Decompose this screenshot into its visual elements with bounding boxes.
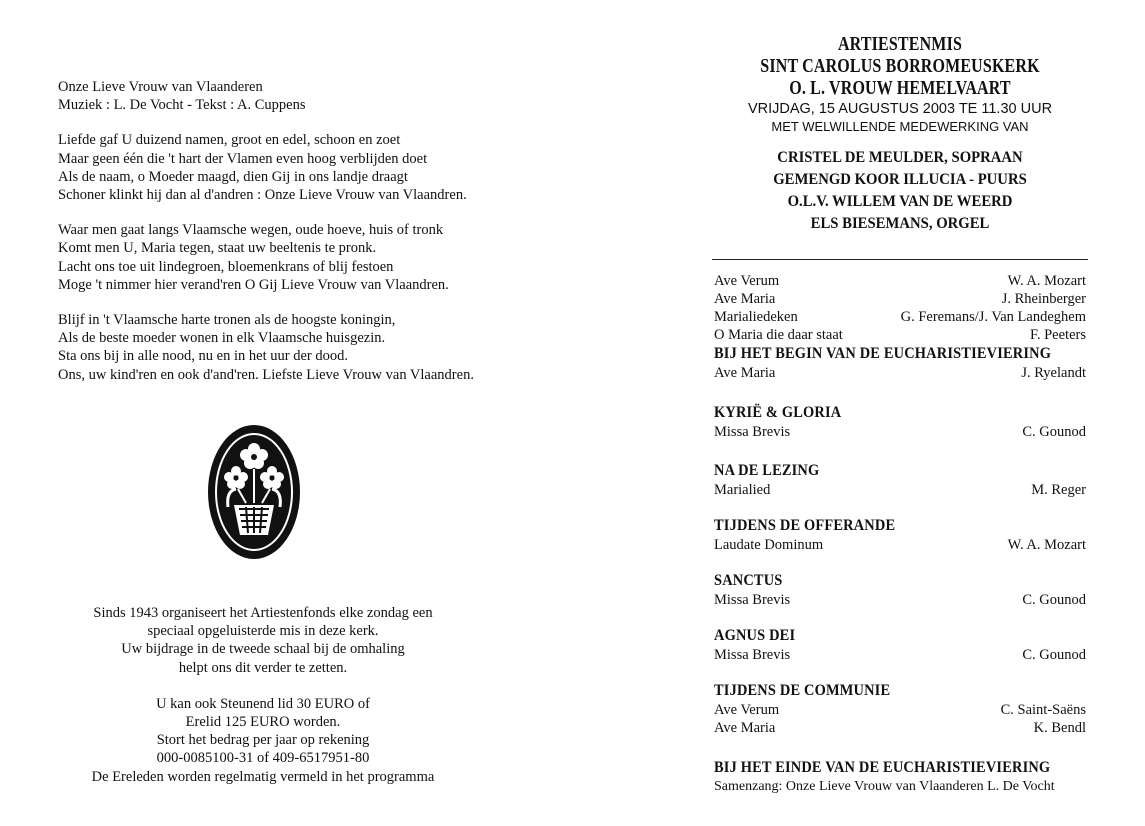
section-title: BIJ HET BEGIN VAN DE EUCHARISTIEVIERING [714, 345, 1052, 362]
section-communie [714, 680, 1086, 737]
fund-notice [48, 604, 478, 786]
section-title: AGNUS DEI [714, 627, 796, 644]
section-opening [714, 343, 1086, 382]
program-row [714, 719, 1086, 737]
section-title: NA DE LEZING [714, 462, 820, 479]
composer: C. Gounod [1022, 592, 1086, 608]
verse-1 [58, 131, 578, 204]
program-row [714, 481, 1086, 499]
section-agnus-dei [714, 625, 1086, 664]
section-offerande [714, 515, 1086, 554]
composer: M. Reger [1031, 482, 1086, 498]
performer: ELS BIESEMANS, ORGEL [810, 215, 990, 232]
song-title: Onze Lieve Vrouw van Vlaanderen [58, 79, 263, 95]
piece-title: Missa Brevis [714, 647, 791, 663]
program-row [714, 308, 1086, 326]
notice-line: U kan ook Steunend lid 30 EURO of [156, 695, 370, 712]
program-row [714, 272, 1086, 290]
program-row [714, 423, 1086, 441]
composer: F. Peeters [1029, 327, 1086, 343]
event-date: VRIJDAG, 15 AUGUSTUS 2003 TE 11.30 UUR [747, 101, 1053, 117]
piece-title: Marialiedeken [714, 309, 798, 325]
performer: CRISTEL DE MEULDER, SOPRAAN [777, 149, 1023, 166]
verse-line: Ons, uw kind'ren en ook d'and'ren. Liefste Lieve Vrouw van Vlaandren. [58, 366, 474, 383]
composer: G. Feremans/J. Van Landeghem [900, 309, 1086, 325]
piece-title: Ave Maria [714, 720, 776, 736]
composer: C. Gounod [1022, 424, 1086, 440]
verse-line: Als de naam, o Moeder maagd, dien Gij in ons landje draagt [58, 168, 408, 185]
program-row [714, 290, 1086, 308]
verse-line: Als de beste moeder wonen in elk Vlaamsche huisgezin. [58, 330, 386, 347]
event-title: ARTIESTENMIS [837, 34, 963, 55]
left-page [58, 78, 578, 384]
verse-3 [58, 311, 578, 384]
piece-title: O Maria die daar staat [714, 327, 843, 343]
section-title: TIJDENS DE OFFERANDE [714, 517, 896, 534]
closing-hymn: Samenzang: Onze Lieve Vrouw van Vlaanderen L. De Vocht [714, 779, 1055, 794]
divider [712, 259, 1088, 260]
notice-line: 000-0085100-31 of 409-6517951-80 [156, 750, 370, 767]
composer: K. Bendl [1033, 720, 1086, 736]
program-row [714, 701, 1086, 719]
piece-title: Marialied [714, 482, 771, 498]
notice-line: helpt ons dit verder te zetten. [178, 659, 348, 676]
notice-line: Uw bijdrage in de tweede schaal bij de omhaling [121, 641, 405, 658]
performer: GEMENGD KOOR ILLUCIA - PUURS [773, 171, 1027, 188]
composer: J. Ryelandt [1021, 365, 1086, 381]
right-page-header [712, 34, 1088, 235]
section-kyrie [714, 402, 1086, 441]
piece-title: Ave Verum [714, 702, 780, 718]
composer: C. Saint-Saëns [1000, 702, 1086, 718]
notice-line: Sinds 1943 organiseert het Artiestenfonds elke zondag een [93, 605, 433, 621]
spacer [48, 677, 478, 695]
piece-title: Laudate Dominum [714, 537, 824, 553]
section-title: KYRIË & GLORIA [714, 404, 842, 421]
verse-line: Liefde gaf U duizend namen, groot en edel, schoon en zoet [58, 132, 401, 149]
section-closing [714, 757, 1086, 796]
piece-title: Ave Maria [714, 291, 776, 307]
piece-title: Ave Verum [714, 273, 780, 289]
flower-basket-emblem-icon [206, 423, 302, 566]
section-title: TIJDENS DE COMMUNIE [714, 682, 891, 699]
church-name: SINT CAROLUS BORROMEUSKERK [760, 56, 1040, 77]
section-title: SANCTUS [714, 572, 783, 589]
verse-line: Lacht ons toe uit lindegroen, bloemenkrans of blij festoen [58, 258, 394, 275]
program-row [714, 591, 1086, 609]
song-intro [58, 78, 578, 114]
program-row [714, 326, 1086, 344]
notice-line: De Ereleden worden regelmatig vermeld in het programma [91, 768, 435, 785]
composer: W. A. Mozart [1007, 537, 1086, 553]
verse-2 [58, 221, 578, 294]
piece-title: Missa Brevis [714, 424, 791, 440]
notice-line: Stort het bedrag per jaar op rekening [156, 732, 370, 749]
verse-line: Sta ons bij in alle nood, nu en in het uur der dood. [58, 348, 348, 365]
composer: J. Rheinberger [1001, 291, 1086, 307]
performers [712, 147, 1088, 235]
section-lezing [714, 460, 1086, 499]
notice-line: speciaal opgeluisterde mis in deze kerk. [147, 623, 379, 640]
verse-line: Blijf in 't Vlaamsche harte tronen als de hoogste koningin, [58, 312, 396, 329]
verse-line: Moge 't nimmer hier verand'ren O Gij Lieve Vrouw van Vlaandren. [58, 276, 449, 293]
song-credits: Muziek : L. De Vocht - Tekst : A. Cuppens [58, 97, 306, 114]
section-title: BIJ HET EINDE VAN DE EUCHARISTIEVIERING [714, 759, 1051, 776]
verse-line: Maar geen één die 't hart der Vlamen even hoog verblijden doet [58, 150, 428, 167]
prelude-list [714, 272, 1086, 344]
verse-line: Waar men gaat langs Vlaamsche wegen, oude hoeve, huis of tronk [58, 222, 444, 239]
piece-title: Missa Brevis [714, 592, 791, 608]
performer: O.L.V. WILLEM VAN DE WEERD [787, 193, 1013, 210]
piece-title: Ave Maria [714, 365, 776, 381]
program-row [714, 536, 1086, 554]
composer: W. A. Mozart [1007, 273, 1086, 289]
verse-line: Schoner klinkt hij dan al d'andren : Onze Lieve Vrouw van Vlaandren. [58, 187, 467, 204]
program-row [714, 646, 1086, 664]
program-row [714, 364, 1086, 382]
verse-line: Komt men U, Maria tegen, staat uw beeltenis te pronk. [58, 240, 377, 257]
notice-line: Erelid 125 EURO worden. [185, 714, 341, 731]
section-sanctus [714, 570, 1086, 609]
cooperation-line: MET WELWILLENDE MEDEWERKING VAN [771, 119, 1029, 134]
feast-name: O. L. VROUW HEMELVAART [789, 78, 1011, 99]
composer: C. Gounod [1022, 647, 1086, 663]
